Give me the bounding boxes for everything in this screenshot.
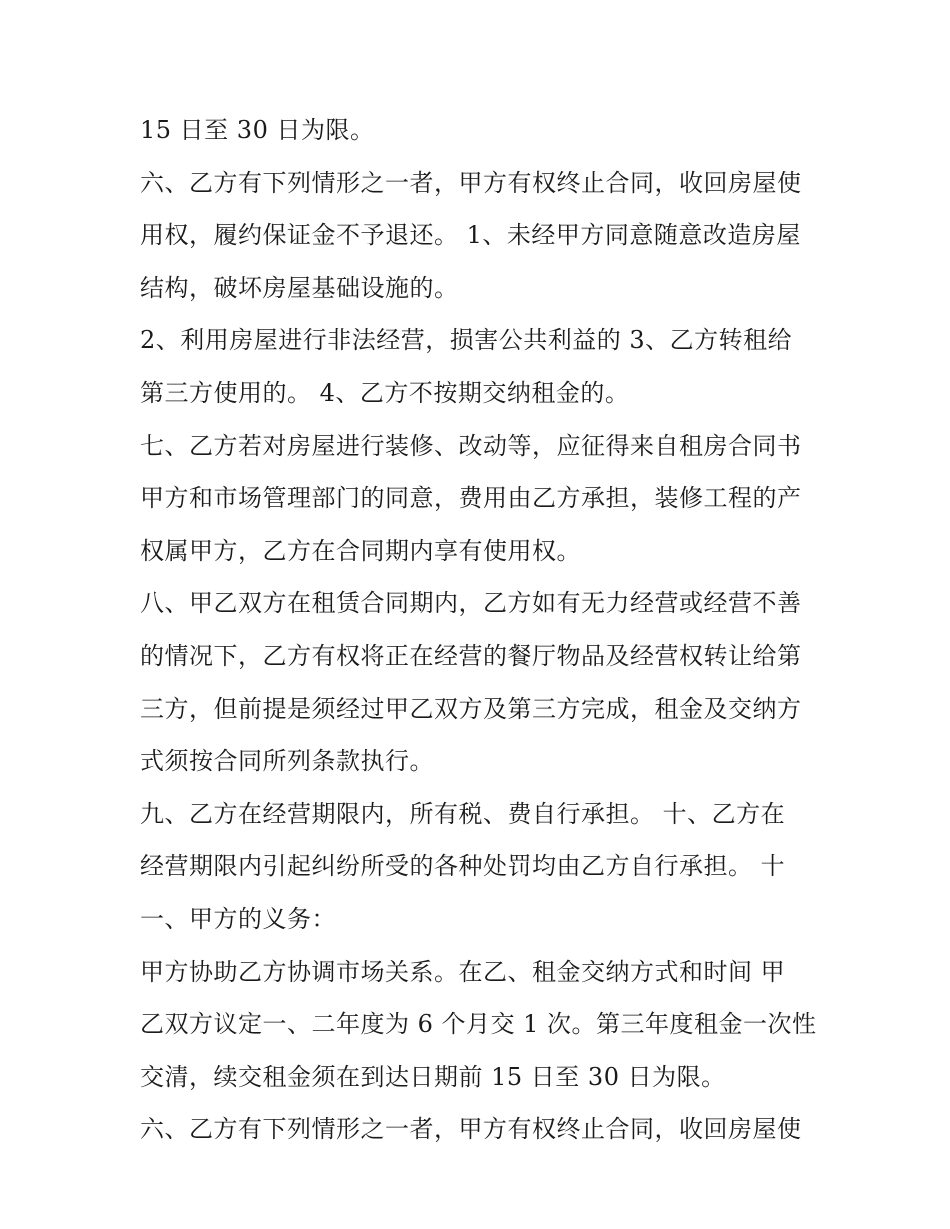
text-line: 三方，但前提是须经过甲乙双方及第三方完成，租金及交纳方 bbox=[140, 694, 802, 723]
text-line: 权属甲方，乙方在合同期内享有使用权。 bbox=[140, 536, 581, 565]
text-line: 的情况下，乙方有权将正在经营的餐厅物品及经营权转让给第 bbox=[140, 641, 802, 670]
text-line: 用权，履约保证金不予退还。 1、未经甲方同意随意改造房屋 bbox=[140, 221, 801, 250]
document-body bbox=[140, 112, 820, 1164]
text-line: 乙双方议定一、二年度为 6 个月交 1 次。第三年度租金一次性 bbox=[140, 1010, 817, 1039]
text-line: 2、利用房屋进行非法经营，损害公共利益的 3、乙方转租给 bbox=[140, 326, 793, 355]
text-line: 六、乙方有下列情形之一者，甲方有权终止合同，收回房屋使 bbox=[140, 168, 802, 197]
text-line: 甲方和市场管理部门的同意，费用由乙方承担，装修工程的产 bbox=[140, 484, 802, 513]
text-line: 一、甲方的义务： bbox=[140, 904, 336, 933]
text-line: 七、乙方若对房屋进行装修、改动等，应征得来自租房合同书 bbox=[140, 431, 802, 460]
text-line: 九、乙方在经营期限内，所有税、费自行承担。 十、乙方在 bbox=[140, 799, 786, 828]
text-line: 交清，续交租金须在到达日期前 15 日至 30 日为限。 bbox=[140, 1062, 726, 1091]
text-line: 六、乙方有下列情形之一者，甲方有权终止合同，收回房屋使 bbox=[140, 1115, 802, 1144]
text-line: 15 日至 30 日为限。 bbox=[140, 116, 375, 144]
text-line: 八、甲乙双方在租赁合同期内，乙方如有无力经营或经营不善 bbox=[140, 589, 802, 618]
text-line: 甲方协助乙方协调市场关系。在乙、租金交纳方式和时间 甲 bbox=[140, 957, 786, 986]
text-line: 式须按合同所列条款执行。 bbox=[140, 747, 434, 776]
text-line: 经营期限内引起纠纷所受的各种处罚均由乙方自行承担。 十 bbox=[140, 852, 786, 881]
text-line: 第三方使用的。 4、乙方不按期交纳租金的。 bbox=[140, 378, 630, 407]
text-line: 结构，破坏房屋基础设施的。 bbox=[140, 273, 459, 302]
